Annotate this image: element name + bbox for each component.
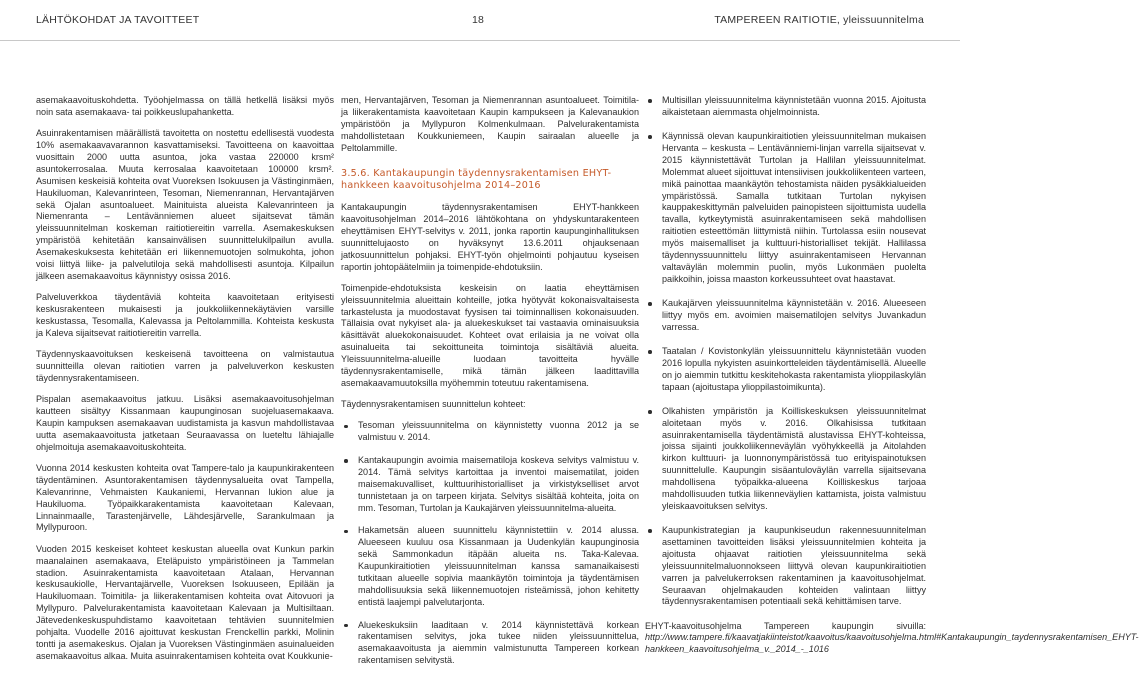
link-intro: EHYT-kaavoitusohjelma Tampereen kaupungin sivuilla: bbox=[645, 620, 926, 631]
ehyt-program-link[interactable]: http://www.tampere.fi/kaavatjakiinteistot/kaavoitus/kaavoitusohjelma.html#Kantakaupungin_taydennysrakentamisen_EHYT-hankkeen_kaavoitusohjelma_v._2014_-_1016 bbox=[645, 632, 1139, 655]
bullet-icon bbox=[648, 302, 652, 306]
chapter-title: LÄHTÖKOHDAT JA TAVOITTEET bbox=[36, 14, 200, 26]
list-item bbox=[341, 525, 639, 608]
list-item bbox=[645, 406, 926, 513]
list-item-text: Tesoman yleissuunnitelma on käynnistetty vuonna 2012 ja se valmistuu v. 2014. bbox=[358, 420, 639, 443]
page-header bbox=[0, 0, 960, 42]
paragraph: Vuoden 2015 keskeiset kohteet keskustan alueella ovat Kunkun parkin maanalainen asemakaava, Eteläpuisto ympäristöineen ja Tammelan stadion. Asuinrakentamista kaavoitetaan Atalaan, Hervannan keskusaukiolle, Hervantajärvelle, Vuoreksen Isokuuseen, Epilään ja Haukiluomaan. Toimitila- ja liikerakentamisen kohteita ovat Aitovuori ja Myllypuro. Palvelurakentamista kaavoitetaan Kalevaan ja Multisiltaan. Jätevedenkeskuspuhdistamo kaavoitetaan tehtävien suunnitelmien pohjalta. Vuodelle 2016 ajoittuvat keskustan Frenckellin parkki, Molinin tontti ja asemakeskus. Ojalan ja Vuoreksen Västinginmäen asuinalueiden asemakaavoitus alkaa. Muita asuinrakentamisen kohteita ovat Koukkunie- bbox=[36, 543, 334, 661]
column-2 bbox=[341, 95, 639, 678]
bullet-list bbox=[341, 420, 639, 667]
header-divider bbox=[0, 40, 960, 41]
paragraph: Asuinrakentamisen määrällistä tavoitetta on nostettu edellisestä vuodesta 10% asemakaavavarannon kasvattamiseksi. Tavoitteena on kaavoittaa vuosittain 2000 uutta asuntoa, joka vastaa 220000 krsm² asuntokerrosalaa. Muuta kerrosalaa kaavoitetaan 100000 krsm². Asumisen keskeisiä kohteita ovat Vuoreksen Isokuusen ja Västinginmäen, Haukiluoman, Kalevanrinteen, Tesoman, Niemenrannan, Hervantajärven sekä Ojalan asuntoalueet. Mainituista alueista Kalevanrinteen ja Niemenranta – Lentävänniemen alueet sijaitsevat tämän yleissuunnitelman koskeman raitiotiereitin varrella. Asemakeskuksen ympäristöä kehitetään kansainvälisen suunnittelukilpailun avulla. Asemakeskuksesta kehitetään eri liikennemuotojen solmukohta, johon voisi liittyä liike- ja palvelutiloja sekä mahdollisesti asuntoja. Kilpailun jälkeen asemakaavoitus käynnistyy osissa 2016. bbox=[36, 128, 334, 281]
paragraph: men, Hervantajärven, Tesoman ja Niemenrannan asuntoalueet. Toimitila- ja liikerakentamista kaavoitetaan Kaupin kampukseen ja Kalevanaukion ympäristöön ja Myllypuron Kolmenkulmaan. Palvelurakentamista mahdollistetaan Koukkuniemeen, Kaupin sairaalan alueelle ja Peltolammille. bbox=[341, 95, 639, 153]
paragraph: Täydennysrakentamisen suunnittelun kohteet: bbox=[341, 399, 526, 410]
list-item-text: Multisillan yleissuunnitelma käynnistetään vuonna 2015. Ajoitusta aikaistetaan aiemmasta ohjelmoinnista. bbox=[662, 95, 926, 117]
bullet-icon bbox=[648, 99, 652, 103]
paragraph: Vuonna 2014 keskusten kohteita ovat Tampere-talo ja kaupunkirakenteen täydentäminen. Asuntorakentamisen täydennysalueita ovat Tampella, Kalevanrinne, Vehmaisten Kaukaniemi, Hervannan lukion alue ja Haukiluoma. Työpaikkarakentamista kaavoitetaan Kalevaan, Linnainmaalle, Tarastenjärvelle, Lähdesjärvelle, Sarankulmaan ja Myllypuroon. bbox=[36, 462, 334, 533]
paragraph: Täydennyskaavoituksen keskeisenä tavoitteena on valmistautua suunnitteilla olevan raitiotien varren ja palveluverkon keskusten täydennysrakentamiseen. bbox=[36, 349, 334, 383]
list-item bbox=[645, 298, 926, 334]
list-item-text: Kaukajärven yleissuunnitelma käynnistetään v. 2016. Alueeseen liittyy myös em. avoimien maisematilojen selvitys Juvankadun varressa. bbox=[662, 297, 926, 332]
bullet-icon bbox=[344, 425, 348, 429]
list-item bbox=[341, 455, 639, 515]
bullet-icon bbox=[648, 135, 652, 139]
column-3 bbox=[645, 95, 1139, 656]
page-number: 18 bbox=[472, 14, 485, 26]
list-item-text: Kantakaupungin avoimia maisematiloja koskeva selvitys valmistuu v. 2014. Tämä selvitys kartoittaa ja inventoi maisematilat, joiden maisemakuvalliset, kulttuurihistorialliset ja virkistykselliset arvot tunnistetaan ja on tarpeen kirjata. Selvitys sisältää kohteita, joita on mm. Tesoman, Turtolan ja Kaukajärven yleissuunnitelma-alueita. bbox=[358, 455, 639, 513]
list-item bbox=[645, 95, 926, 119]
list-item-text: Olkahisten ympäristön ja Koilliskeskuksen yleissuunnitelmat aloitetaan myös v. 2016. Olkahisissa tutkitaan asuinrakentamisella täydentämistä alustavissa EHYT-kohteissa, joissa sijainti joukkoliikenneväylän vyöhykkeellä ja Aitolahden kirkon kulttuuri- ja luonnonympäristössä tuo erityispainotuksen suunnittelulle. Kaupungin sisäantuloväylän varrella sijaitsevana mahdollisena työpaikka-alueena Koilliskeskus tarjoaa mahdollisuuden tutkia liikenneväylien kattamista, joista valmistuu yleiskaavoituksen selvitys. bbox=[662, 405, 926, 511]
paragraph: asemakaavoituskohdetta. Työohjelmassa on tällä hetkellä lisäksi myös noin sata asemakaava- tai poikkeuslupahanketta. bbox=[36, 95, 334, 117]
document-title: TAMPEREEN RAITIOTIE, yleissuunnitelma bbox=[714, 14, 924, 26]
bullet-icon bbox=[344, 459, 348, 463]
list-item bbox=[645, 346, 926, 394]
bullet-icon bbox=[648, 529, 652, 533]
bullet-icon bbox=[648, 410, 652, 414]
column-1 bbox=[36, 95, 334, 663]
paragraph: Pispalan asemakaavoitus jatkuu. Lisäksi asemakaavoitusohjelman kautteen sisältyy Kissanmaan kaupunginosan suojeluasemakaava. Kaupin kampuksen asemakaavan uudistamista ja kasvun mahdollistavaa uutta asemakaavoitusta jatketaan Seuraavassa on lueteltu lähiajalle ohjelmoituja asemakaavoituskohteita. bbox=[36, 394, 334, 452]
paragraph: Kantakaupungin täydennysrakentamisen EHYT-hankkeen kaavoitusohjelman 2014–2016 lähtökohtana on yhdyskuntarakenteen eheyttämisen EHYT-selvitys v. 2011, jonka raportin kaupunginhallituksen suunnittelujaosto on hyväksynyt 13.6.2011 ohjauksenaan jatkosuunnittelun pohjaksi. EHYT-työn ohjelmointi pohjautuu kyseisen raportin johtopäätelmiin ja toimenpide-ehdotuksiin. bbox=[341, 202, 639, 272]
list-item bbox=[341, 420, 639, 444]
section-heading: 3.5.6. Kantakaupungin täydennysrakentamisen EHYT-hankkeen kaavoitusohjelma 2014–2016 bbox=[341, 167, 612, 192]
paragraph: Palveluverkkoa täydentäviä kohteita kaavoitetaan erityisesti keskusrakenteen mukaisesti ja joukkoliikennekäytävien varsille keskustassa, Tesomalla, Kalevassa ja Peltolammilla. Kohteista keskusta ja Kaleva sijaitsevat raitiotiereitin varrella. bbox=[36, 292, 334, 338]
bullet-icon bbox=[648, 350, 652, 354]
link-paragraph bbox=[645, 620, 1139, 657]
bullet-icon bbox=[344, 530, 348, 534]
list-item bbox=[341, 620, 639, 668]
list-item-text: Taatalan / Kovistonkylän yleissuunnittelu käynnistetään vuoden 2016 lopulla nykyisten asuinkortteleiden täydentämisellä. Alueelle on jo aiemmin tutkittu keskitehokasta rakentamista ylioppilaskylän tapaan (ajoitustapa ylioppilastoimikunta). bbox=[662, 345, 926, 392]
bullet-icon bbox=[344, 624, 348, 628]
list-item bbox=[645, 131, 926, 286]
list-item-text: Kaupunkistrategian ja kaupunkiseudun rakennesuunnitelman asettaminen tavoitteiden lisäksi yleissuunnitelmien kohteita ja ajoitusta ohjaavat raitiotien yleissuunnitelma sekä yleissuunnitelmaluonnokseen liittyvä olevan kaupunkiraitiotien varren ja palvelukerroksen rakentaminen ja kaavoitusohjelmat. Seuraavan ohjelmakauden kohteiden valintaan liittyy täydennysrakentamisen potentiaali sekä kehittämisen tarve. bbox=[662, 525, 926, 607]
list-item bbox=[645, 525, 926, 608]
paragraph: Toimenpide-ehdotuksista keskeisin on laatia eheyttämisen yleissuunnitelmia alueittain kohteille, jotka hyötyvät kokonaisvaltaisesta tarkastelusta ja muodostavat fyysisen tai toiminnallisen kokonaisuuden. Tällaisia ovat nykyiset ala- ja aluekeskukset tai vastaavia ominaisuuksia käsittävät aluekokonaisuudet. Kohteet ovat erilaisia ja ne voivat olla asuinalueita tai sekoittuneita toimintoja sisältäviä alueita. Yleissuunnitelma-alueille luodaan tavoitteita hyvälle täydennysrakentamiselle, mikä tämän jälkeen laadittavilla asemakaavamuutoksilla myöhemmin toteutuu rakentamisena. bbox=[341, 282, 639, 389]
list-item-text: Aluekeskuksiin laaditaan v. 2014 käynnistettävä korkean rakentamisen selvitys, joka tukee niiden yleissuunnittelua, asemakaavoitusta ja aiemmin valmistunutta Tampereen korkean rakentamisen selvitystä. bbox=[358, 619, 639, 666]
list-item-text: Hakametsän alueen suunnittelu käynnistettiin v. 2014 alussa. Alueeseen kuuluu osa Kissanmaan ja Uudenkylän kaupunginosia sekä Sammonkadun itäpään alueita ns. Taka-Kalevaa. Kaupunkiraitiotien yleissuunnitelman kanssa samanaikaisesti tutkitaan alueelle sopivia maankäytön toimintoja ja täydentämisen mahdollisuuksia sekä liikennemuotojen risteämissä, johon kehitetty entistä laajempi palvelutarjonta. bbox=[358, 525, 639, 607]
list-item-text: Käynnissä olevan kaupunkiraitiotien yleissuunnitelman mukaisen Hervanta – keskusta – Lentävänniemi-linjan varrella sijaitsevat v. 2015 käynnistettävät Turtolan ja Hallilan yleissuunnitelmat. Molemmat alueet sijoittuvat intensiivisen joukkoliikenteen varteen, mikä painottaa maankäytön tehostamista näiden pysäkkialueiden ympäristössä. Samalla tutkitaan Turtolan nykyisen kauppakeskittymän palveluiden painopisteen sijoittumista uudella tavalla, kytkeytymistä asuinrakentamiseen sekä mahdollisen raitiotien esteettömän liittymistä niihin. Turtolassa esiin nousevat myös maisemalliset ja kulttuuri-historialliset tekijät. Hallilassa täydennyssuunnittelu liittyy asuinrakentamiseen Hervannan valtaväylän molemmin puolin, myös Lukonmäen puolelta paikkoihin, joissa maaston korkeussuhteet ovat haastavat. bbox=[662, 131, 926, 284]
bullet-list bbox=[645, 95, 926, 608]
